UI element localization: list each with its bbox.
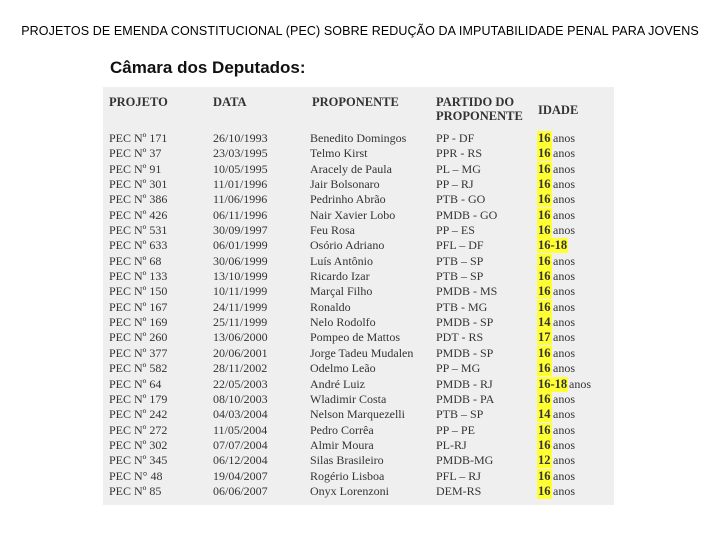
cell-projeto: PEC Nº 426 <box>109 207 168 222</box>
cell-unidade: anos <box>569 376 591 391</box>
cell-data: 06/12/2004 <box>213 453 268 468</box>
table-row <box>103 346 614 361</box>
cell-unidade: anos <box>553 131 575 145</box>
cell-partido: PMDB-MG <box>436 453 494 468</box>
cell-proponente: Silas Brasileiro <box>310 453 384 468</box>
cell-proponente: Feu Rosa <box>310 223 355 238</box>
page-title: PROJETOS DE EMENDA CONSTITUCIONAL (PEC) SOBRE REDUÇÃO DA IMPUTABILIDADE PENAL PARA JOVENS <box>21 24 699 38</box>
cell-idade: 16 <box>538 131 551 145</box>
header-partido <box>436 95 523 123</box>
cell-projeto: PEC Nº 386 <box>109 192 168 207</box>
cell-idade: 16-18 <box>538 238 568 253</box>
cell-idade: 16 <box>538 437 551 452</box>
table-row <box>103 484 614 499</box>
cell-partido: PTB – SP <box>436 253 484 268</box>
cell-projeto: PEC Nº 179 <box>109 391 168 406</box>
cell-proponente: Pompeo de Mattos <box>310 330 400 345</box>
cell-unidade: anos <box>553 437 575 452</box>
cell-partido: PP – RJ <box>436 177 474 192</box>
cell-unidade: anos <box>553 223 575 238</box>
cell-idade: 16 <box>538 361 551 376</box>
cell-projeto: PEC Nº 302 <box>109 437 168 452</box>
cell-idade: 16 <box>538 422 551 437</box>
cell-idade: 16 <box>538 177 551 192</box>
cell-data: 06/11/1996 <box>213 207 268 222</box>
cell-proponente: Jorge Tadeu Mudalen <box>310 345 414 360</box>
cell-data: 24/11/1999 <box>213 299 268 314</box>
cell-partido: PFL – DF <box>436 238 484 253</box>
cell-idade: 16 <box>538 146 551 161</box>
cell-data: 07/07/2004 <box>213 437 268 452</box>
cell-data: 11/06/1996 <box>213 192 268 207</box>
cell-idade: 16 <box>538 299 551 314</box>
table-row <box>103 269 614 284</box>
table-row <box>103 223 614 238</box>
cell-projeto: PEC Nº 531 <box>109 223 168 238</box>
cell-data: 10/11/1999 <box>213 284 268 299</box>
cell-idade: 16 <box>538 161 551 176</box>
cell-unidade: anos <box>553 391 575 406</box>
pec-table <box>103 87 614 505</box>
table-row <box>103 377 614 392</box>
header-data: DATA <box>213 95 247 109</box>
cell-partido: PP – MG <box>436 361 481 376</box>
cell-proponente: Onyx Lorenzoni <box>310 483 389 498</box>
cell-unidade: anos <box>553 161 575 176</box>
cell-proponente: André Luiz <box>310 376 365 391</box>
cell-idade: 14 <box>538 407 551 422</box>
table-row <box>103 423 614 438</box>
cell-unidade: anos <box>553 407 575 422</box>
cell-data: 25/11/1999 <box>213 315 268 330</box>
cell-partido: DEM-RS <box>436 483 482 498</box>
table-caption: Câmara dos Deputados: <box>110 58 306 77</box>
cell-idade: 17 <box>538 330 551 345</box>
cell-projeto: PEC Nº 272 <box>109 422 168 437</box>
cell-proponente: Jair Bolsonaro <box>310 177 380 192</box>
cell-projeto: PEC Nº 377 <box>109 345 168 360</box>
cell-data: 13/10/1999 <box>213 269 268 284</box>
cell-idade: 16 <box>538 483 551 498</box>
cell-projeto: PEC Nº 37 <box>109 146 162 161</box>
cell-data: 06/06/2007 <box>213 483 268 498</box>
header-partido-line2: PROPONENTE <box>436 109 523 123</box>
table-row <box>103 238 614 253</box>
cell-data: 10/05/1995 <box>213 161 268 176</box>
cell-projeto: PEC Nº 91 <box>109 161 162 176</box>
cell-partido: PMDB - RJ <box>436 376 493 391</box>
cell-idade: 16 <box>538 223 551 238</box>
cell-proponente: Marçal Filho <box>310 284 373 299</box>
cell-projeto: PEC Nº 167 <box>109 299 168 314</box>
cell-idade: 16 <box>538 284 551 299</box>
cell-idade: 16 <box>538 269 551 284</box>
cell-data: 11/01/1996 <box>213 177 268 192</box>
table-row <box>103 284 614 299</box>
cell-unidade: anos <box>553 422 575 437</box>
cell-partido: PTB – SP <box>436 269 484 284</box>
cell-proponente: Telmo Kirst <box>310 146 368 161</box>
cell-data: 26/10/1993 <box>213 131 268 145</box>
cell-partido: PMDB - SP <box>436 345 494 360</box>
table-row <box>103 208 614 223</box>
cell-unidade: anos <box>553 345 575 360</box>
cell-unidade: anos <box>553 361 575 376</box>
cell-unidade: anos <box>553 177 575 192</box>
cell-partido: PMDB - GO <box>436 207 498 222</box>
cell-projeto: PEC Nº 345 <box>109 453 168 468</box>
table-row <box>103 315 614 330</box>
cell-partido: PTB - MG <box>436 299 488 314</box>
cell-projeto: PEC Nº 133 <box>109 269 168 284</box>
cell-partido: PDT - RS <box>436 330 484 345</box>
header-idade: IDADE <box>538 103 579 117</box>
cell-unidade: anos <box>553 299 575 314</box>
cell-projeto: PEC Nº 64 <box>109 376 162 391</box>
cell-partido: PFL – RJ <box>436 468 481 483</box>
cell-idade: 16-18 <box>538 376 568 391</box>
cell-proponente: Wladimir Costa <box>310 391 387 406</box>
table-row <box>103 177 614 192</box>
cell-projeto: PEC Nº 242 <box>109 407 168 422</box>
cell-unidade: anos <box>553 453 575 468</box>
cell-proponente: Benedito Domingos <box>310 131 407 145</box>
cell-projeto: PEC Nº 260 <box>109 330 168 345</box>
cell-data: 11/05/2004 <box>213 422 268 437</box>
cell-proponente: Aracely de Paula <box>310 161 392 176</box>
cell-unidade: anos <box>553 207 575 222</box>
cell-idade: 16 <box>538 207 551 222</box>
cell-partido: PTB - GO <box>436 192 486 207</box>
cell-unidade: anos <box>553 483 575 498</box>
cell-proponente: Ronaldo <box>310 299 351 314</box>
table-row <box>103 146 614 161</box>
cell-projeto: PEC Nº 85 <box>109 483 162 498</box>
cell-projeto: PEC Nº 301 <box>109 177 168 192</box>
cell-unidade: anos <box>553 253 575 268</box>
cell-unidade: anos <box>553 468 575 483</box>
cell-unidade: anos <box>553 315 575 330</box>
table-body <box>103 131 614 499</box>
cell-idade: 14 <box>538 315 551 330</box>
cell-proponente: Nelson Marquezelli <box>310 407 405 422</box>
cell-idade: 16 <box>538 253 551 268</box>
cell-idade: 16 <box>538 391 551 406</box>
header-partido-line1: PARTIDO DO <box>436 95 515 109</box>
cell-partido: PP – PE <box>436 422 475 437</box>
table-row <box>103 300 614 315</box>
cell-partido: PMDB - MS <box>436 284 498 299</box>
cell-unidade: anos <box>553 330 575 345</box>
table-row <box>103 407 614 422</box>
cell-proponente: Nelo Rodolfo <box>310 315 376 330</box>
cell-partido: PMDB - PA <box>436 391 495 406</box>
cell-proponente: Almir Moura <box>310 437 374 452</box>
cell-idade: 12 <box>538 453 551 468</box>
cell-proponente: Luís Antônio <box>310 253 374 268</box>
cell-projeto: PEC Nº 633 <box>109 238 168 253</box>
header-proponente: PROPONENTE <box>312 95 399 109</box>
header-projeto: PROJETO <box>109 95 168 109</box>
cell-data: 06/01/1999 <box>213 238 268 253</box>
cell-proponente: Osório Adriano <box>310 238 385 253</box>
cell-data: 04/03/2004 <box>213 407 268 422</box>
cell-projeto: PEC Nº 169 <box>109 315 168 330</box>
cell-unidade: anos <box>553 284 575 299</box>
cell-projeto: PEC Nº 171 <box>109 131 168 145</box>
cell-data: 13/06/2000 <box>213 330 268 345</box>
cell-data: 28/11/2002 <box>213 361 268 376</box>
table-row <box>103 469 614 484</box>
cell-unidade: anos <box>553 192 575 207</box>
table-row <box>103 392 614 407</box>
cell-partido: PP – ES <box>436 223 475 238</box>
cell-projeto: PEC Nº 150 <box>109 284 168 299</box>
cell-proponente: Pedro Corrêa <box>310 422 374 437</box>
cell-partido: PL – MG <box>436 161 481 176</box>
table-row <box>103 453 614 468</box>
cell-data: 30/09/1997 <box>213 223 268 238</box>
table-row <box>103 438 614 453</box>
cell-idade: 16 <box>538 192 551 207</box>
table-row <box>103 192 614 207</box>
cell-idade: 16 <box>538 468 551 483</box>
table-row <box>103 162 614 177</box>
cell-data: 08/10/2003 <box>213 391 268 406</box>
cell-proponente: Odelmo Leão <box>310 361 376 376</box>
cell-proponente: Nair Xavier Lobo <box>310 207 396 222</box>
cell-proponente: Ricardo Izar <box>310 269 370 284</box>
cell-partido: PL-RJ <box>436 437 467 452</box>
cell-partido: PTB – SP <box>436 407 484 422</box>
cell-projeto: PEC N° 48 <box>109 468 163 483</box>
table-row <box>103 254 614 269</box>
cell-idade: 16 <box>538 345 551 360</box>
cell-projeto: PEC Nº 68 <box>109 253 162 268</box>
cell-data: 30/06/1999 <box>213 253 268 268</box>
cell-unidade: anos <box>553 146 575 161</box>
cell-data: 22/05/2003 <box>213 376 268 391</box>
cell-data: 23/03/1995 <box>213 146 268 161</box>
cell-unidade: anos <box>553 269 575 284</box>
cell-partido: PPR - RS <box>436 146 483 161</box>
cell-proponente: Rogério Lisboa <box>310 468 385 483</box>
cell-projeto: PEC Nº 582 <box>109 361 168 376</box>
table-row <box>103 131 614 146</box>
cell-data: 19/04/2007 <box>213 468 268 483</box>
cell-proponente: Pedrinho Abrão <box>310 192 386 207</box>
cell-partido: PP - DF <box>436 131 475 145</box>
table-row <box>103 330 614 345</box>
cell-partido: PMDB - SP <box>436 315 494 330</box>
table-row <box>103 361 614 376</box>
cell-data: 20/06/2001 <box>213 345 268 360</box>
